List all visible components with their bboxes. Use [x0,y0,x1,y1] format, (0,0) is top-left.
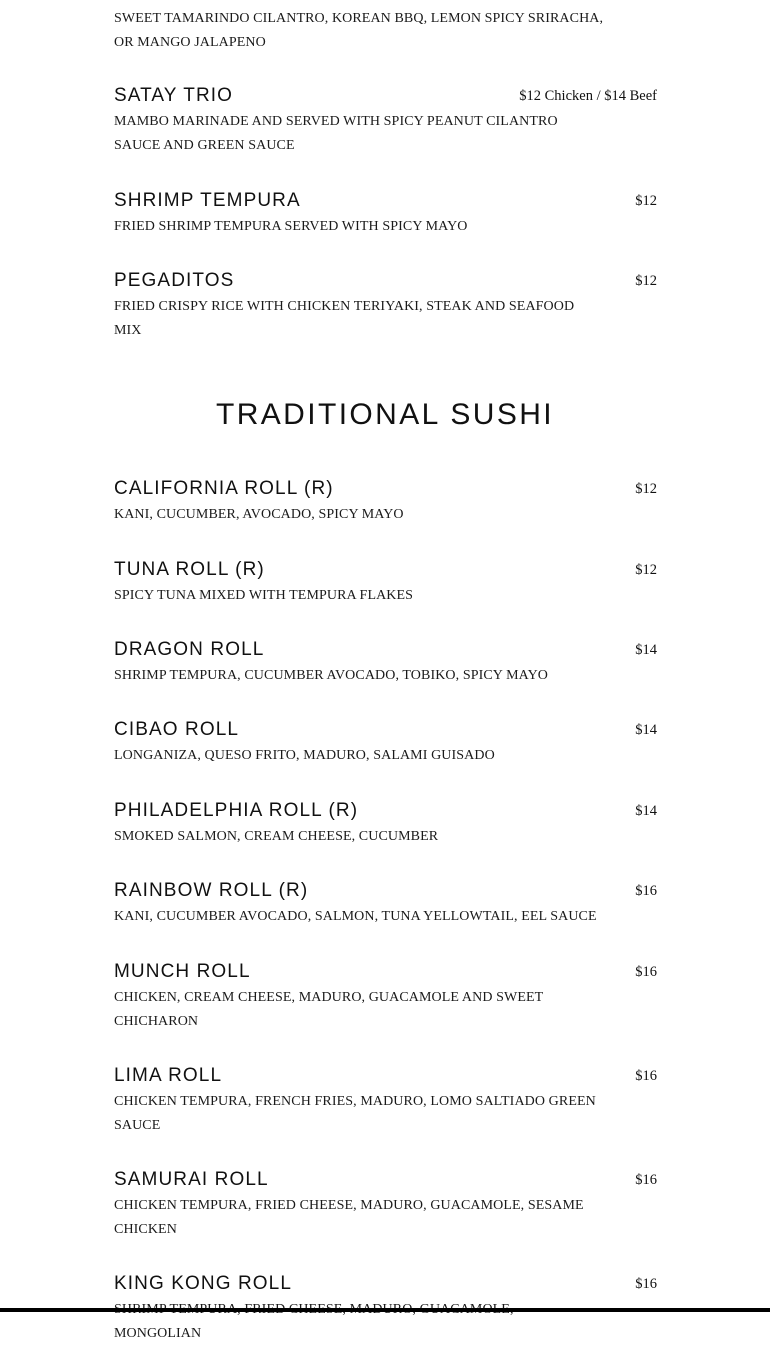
item-name: RAINBOW ROLL (R) [114,880,309,901]
item-name: TUNA ROLL (R) [114,559,265,580]
section-title: TRADITIONAL SUSHI [215,398,555,431]
item-description: KANI, CUCUMBER AVOCADO, SALMON, TUNA YELLOWTAIL, EEL SAUCE [114,909,597,924]
item-price: $12 [635,273,657,289]
item-description: MONGOLIAN [114,1326,202,1341]
menu-item-rainbow-roll [114,879,657,929]
item-price: $16 [635,1068,657,1084]
item-header [114,799,657,825]
menu-item-munch-roll [114,960,657,1034]
menu-item-lima-roll [114,1064,657,1138]
item-price: $16 [635,964,657,980]
item-header [114,879,657,905]
item-name: CIBAO ROLL [114,719,240,740]
bottom-divider [0,1308,770,1312]
item-price: $14 [635,803,657,819]
menu-item-king-kong-roll [114,1272,657,1341]
item-name: PHILADELPHIA ROLL (R) [114,800,359,821]
item-description: FRIED SHRIMP TEMPURA SERVED WITH SPICY MAYO [114,219,468,234]
item-price: $12 [635,481,657,497]
menu-item-tuna-roll [114,558,657,608]
menu-item-cibao-roll [114,718,657,768]
item-description: SPICY TUNA MIXED WITH TEMPURA FLAKES [114,588,414,603]
menu-item-dragon-roll [114,638,657,688]
item-header [114,960,657,986]
item-price: $14 [635,722,657,738]
menu-item-philadelphia-roll [114,799,657,849]
item-header [114,189,657,215]
item-name: SHRIMP TEMPURA [114,190,301,211]
item-price: $14 [635,642,657,658]
item-description: LONGANIZA, QUESO FRITO, MADURO, SALAMI GUISADO [114,748,495,763]
item-header [114,1064,657,1090]
item-name: DRAGON ROLL [114,639,265,660]
item-price: $12 Chicken / $14 Beef [519,88,657,104]
item-header [114,558,657,584]
menu-item-satay-trio [114,84,657,158]
menu-item-pegaditos [114,269,657,343]
item-name: SATAY TRIO [114,85,234,106]
item-header [114,1272,657,1298]
item-description: SWEET TAMARINDO CILANTRO, KOREAN BBQ, LEMON SPICY SRIRACHA, OR MANGO JALAPENO [114,11,604,50]
item-header [114,1168,657,1194]
item-description: SMOKED SALMON, CREAM CHEESE, CUCUMBER [114,829,439,844]
menu-item-california-roll [114,477,657,527]
item-description: CHICKEN, CREAM CHEESE, MADURO, GUACAMOLE AND SWEET CHICHARON [114,990,544,1029]
item-description: CHICKEN TEMPURA, FRIED CHEESE, MADURO, GUACAMOLE, SESAME CHICKEN [114,1198,584,1237]
item-header [114,84,657,110]
item-name: LIMA ROLL [114,1065,223,1086]
item-price: $16 [635,1276,657,1292]
item-description: SHRIMP TEMPURA, CUCUMBER AVOCADO, TOBIKO, SPICY MAYO [114,668,548,683]
menu-item-continued [114,7,657,55]
item-header [114,269,657,295]
item-description: MAMBO MARINADE AND SERVED WITH SPICY PEANUT CILANTRO SAUCE AND GREEN SAUCE [114,114,558,153]
menu-item-shrimp-tempura [114,189,657,239]
item-price: $16 [635,1172,657,1188]
item-header [114,718,657,744]
item-price: $12 [635,193,657,209]
item-header [114,477,657,503]
item-name: CALIFORNIA ROLL (R) [114,478,334,499]
item-price: $12 [635,562,657,578]
item-header [114,638,657,664]
item-name: SAMURAI ROLL [114,1169,269,1190]
item-description: KANI, CUCUMBER, AVOCADO, SPICY MAYO [114,507,404,522]
item-description: FRIED CRISPY RICE WITH CHICKEN TERIYAKI, STEAK AND SEAFOOD MIX [114,299,575,338]
item-description: CHICKEN TEMPURA, FRENCH FRIES, MADURO, LOMO SALTIADO GREEN SAUCE [114,1094,596,1133]
item-name: MUNCH ROLL [114,961,251,982]
menu-item-samurai-roll [114,1168,657,1242]
item-name: PEGADITOS [114,270,235,291]
item-price: $16 [635,883,657,899]
item-name: KING KONG ROLL [114,1273,292,1294]
